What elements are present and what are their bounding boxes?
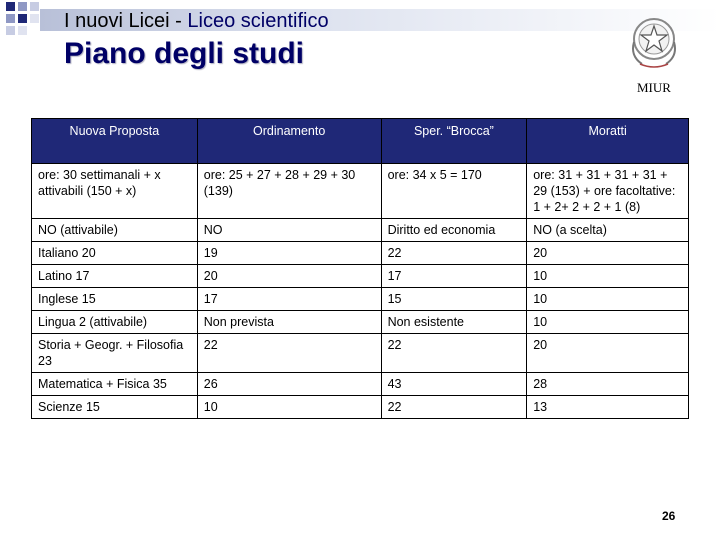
decor-square	[18, 14, 27, 23]
table-cell: ore: 25 + 27 + 28 + 29 + 30 (139)	[197, 164, 381, 219]
table-cell: Non prevista	[197, 311, 381, 334]
table-cell: ore: 34 x 5 = 170	[381, 164, 527, 219]
table-row	[32, 396, 689, 419]
italian-republic-emblem-icon	[626, 12, 682, 72]
table-cell: ore: 30 settimanali + x attivabili (150 + x)	[32, 164, 198, 219]
table-cell: NO	[197, 219, 381, 242]
header-prefix: I nuovi Licei -	[64, 10, 188, 32]
table-cell: 13	[527, 396, 689, 419]
table-cell: 28	[527, 373, 689, 396]
column-header-moratti: Moratti	[527, 119, 689, 164]
column-header-ordinamento: Ordinamento	[197, 119, 381, 164]
table-cell: Non esistente	[381, 311, 527, 334]
decor-square	[18, 26, 27, 35]
table-row	[32, 373, 689, 396]
decor-square	[6, 26, 15, 35]
decor-square	[6, 2, 15, 11]
decor-square	[18, 2, 27, 11]
table-row	[32, 334, 689, 373]
table-cell: NO (a scelta)	[527, 219, 689, 242]
header-highlight: Liceo scientifico	[187, 10, 329, 32]
table-cell: NO (attivabile)	[32, 219, 198, 242]
header-title	[64, 9, 329, 33]
decor-square	[30, 14, 39, 23]
table-cell: 20	[197, 265, 381, 288]
table-cell: 10	[197, 396, 381, 419]
table-cell: Diritto ed economia	[381, 219, 527, 242]
page-title: Piano degli studi	[64, 37, 305, 70]
table-cell: 10	[527, 288, 689, 311]
table-cell: 17	[381, 265, 527, 288]
miur-label: MIUR	[637, 80, 671, 95]
table-cell: 10	[527, 265, 689, 288]
decor-square	[6, 14, 15, 23]
table-cell: Scienze 15	[32, 396, 198, 419]
table-cell: 22	[381, 396, 527, 419]
table-header-row	[32, 119, 689, 164]
table-cell: 10	[527, 311, 689, 334]
table-cell: Matematica + Fisica 35	[32, 373, 198, 396]
table-cell: 22	[381, 242, 527, 265]
column-header-brocca: Sper. “Brocca”	[381, 119, 527, 164]
table-row	[32, 164, 689, 219]
table-cell: 20	[527, 242, 689, 265]
table-cell: Inglese 15	[32, 288, 198, 311]
decor-square	[30, 2, 39, 11]
table-row	[32, 242, 689, 265]
column-header-nuova-proposta: Nuova Proposta	[32, 119, 198, 164]
table-cell: 15	[381, 288, 527, 311]
table-cell: Storia + Geogr. + Filosofia 23	[32, 334, 198, 373]
table-cell: 17	[197, 288, 381, 311]
table-cell: 19	[197, 242, 381, 265]
table-cell: ore: 31 + 31 + 31 + 31 + 29 (153) + ore facoltative: 1 + 2+ 2 + 2 + 1 (8)	[527, 164, 689, 219]
table-cell: 20	[527, 334, 689, 373]
study-plan-table	[31, 118, 689, 419]
table-row	[32, 265, 689, 288]
table-cell: Latino 17	[32, 265, 198, 288]
table-cell: Italiano 20	[32, 242, 198, 265]
table-row	[32, 311, 689, 334]
table-row	[32, 219, 689, 242]
page-number: 26	[662, 509, 676, 523]
table-row	[32, 288, 689, 311]
table-cell: Lingua 2 (attivabile)	[32, 311, 198, 334]
table-cell: 43	[381, 373, 527, 396]
table-cell: 26	[197, 373, 381, 396]
table-cell: 22	[197, 334, 381, 373]
table-cell: 22	[381, 334, 527, 373]
